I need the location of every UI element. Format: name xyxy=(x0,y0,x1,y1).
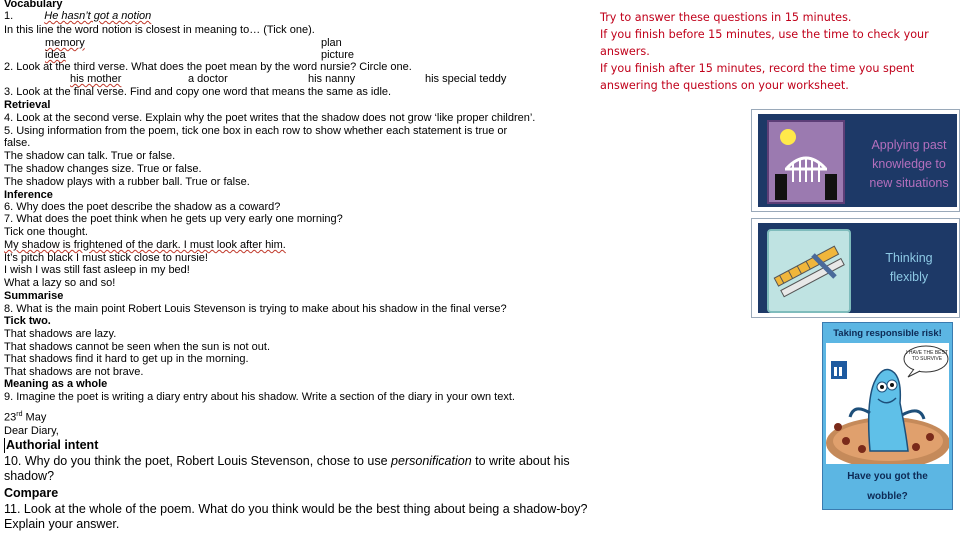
q7-prompt: 7. What does the poet think when he gets up very early one morning? xyxy=(4,213,343,225)
vocabulary-heading: Vocabulary xyxy=(4,0,63,10)
applying-line-3: new situations xyxy=(869,176,949,190)
instruction-line-2: If you finish before 15 minutes, use the time to check your xyxy=(600,28,929,41)
q1-number: 1. xyxy=(4,10,14,22)
q5-prompt: 5. Using information from the poem, tick one box in each row to show whether each statement is true or xyxy=(4,125,508,137)
risk-card-title: Taking responsible risk! xyxy=(833,328,942,339)
applying-knowledge-card xyxy=(751,109,960,212)
q2-prompt: 2. Look at the third verse. What does the poet mean by the word nursie? Circle one. xyxy=(4,61,412,73)
statement-1: The shadow can talk. True or false. xyxy=(4,150,176,162)
point-4[interactable]: That shadows are not brave. xyxy=(4,366,144,378)
applying-line-1: Applying past xyxy=(871,138,947,152)
responsible-risk-card xyxy=(822,322,953,510)
thinking-flexibly-card xyxy=(751,218,960,318)
q1-prompt: In this line the word notion is closest in meaning to… (Tick one). xyxy=(4,24,315,36)
flexible-bars-icon xyxy=(767,229,851,313)
diary-date-suffix: rd xyxy=(16,411,23,418)
diary-date-month: May xyxy=(25,411,47,424)
q2-option-teddy[interactable]: his special teddy xyxy=(425,73,507,85)
instruction-line-1: Try to answer these questions in 15 minutes. xyxy=(600,11,852,24)
q10-term: personification xyxy=(391,454,472,468)
q6-prompt: 6. Why does the poet describe the shadow as a coward? xyxy=(4,201,281,213)
thinking-line-2: flexibly xyxy=(889,270,929,284)
thinking-flexibly-label xyxy=(853,249,960,287)
option-picture[interactable]: picture xyxy=(321,49,355,61)
q2-option-mother[interactable]: his mother xyxy=(70,73,122,85)
risk-footer-line-2: wobble? xyxy=(867,491,908,502)
thought-2[interactable]: It’s pitch black I must stick close to nursie! xyxy=(4,252,208,264)
instruction-line-3: answers. xyxy=(600,45,650,58)
tick-two-label: Tick two. xyxy=(4,315,51,327)
thought-1[interactable]: My shadow is frightened of the dark. I must look after him. xyxy=(4,239,286,251)
q11-prompt-cont: Explain your answer. xyxy=(4,517,120,531)
q10-end: to write about his xyxy=(471,454,570,468)
thinking-flexibly-panel xyxy=(758,223,957,313)
applying-knowledge-label xyxy=(853,136,960,193)
applying-line-2: knowledge to xyxy=(872,157,946,171)
risk-footer-line-1: Have you got the xyxy=(847,471,928,482)
tick-one-label: Tick one thought. xyxy=(4,226,88,238)
diary-greeting: Dear Diary, xyxy=(4,425,59,437)
inference-heading: Inference xyxy=(4,189,53,201)
q3-prompt: 3. Look at the final verse. Find and copy one word that means the same as idle. xyxy=(4,86,392,98)
instructions xyxy=(600,9,950,94)
instruction-line-4: If you finish after 15 minutes, record the time you spent xyxy=(600,62,915,75)
thought-3[interactable]: I wish I was still fast asleep in my bed! xyxy=(4,264,190,276)
meaning-heading: Meaning as a whole xyxy=(4,378,108,390)
compare-heading: Compare xyxy=(4,486,59,500)
option-idea[interactable]: idea xyxy=(45,49,66,61)
q10-prompt-cont: shadow? xyxy=(4,469,55,483)
thought-4[interactable]: What a lazy so and so! xyxy=(4,277,116,289)
statement-3: The shadow plays with a rubber ball. True or false. xyxy=(4,176,250,188)
q1-line xyxy=(4,10,151,22)
option-plan[interactable]: plan xyxy=(321,37,342,49)
thinking-line-1: Thinking xyxy=(885,251,933,265)
q11-prompt: 11. Look at the whole of the poem. What do you think would be the best thing about being a shadow-boy? xyxy=(4,502,588,516)
authorial-heading: Authorial intent xyxy=(6,438,99,452)
bridge-icon xyxy=(767,120,845,204)
q5-prompt-cont: false. xyxy=(4,137,31,149)
risk-card-footer xyxy=(823,467,952,507)
q10-prompt xyxy=(4,454,570,469)
q8-prompt: 8. What is the main point Robert Louis Stevenson is trying to make about his shadow in the final verse? xyxy=(4,303,507,315)
q2-option-nanny[interactable]: his nanny xyxy=(308,73,356,85)
point-2[interactable]: That shadows cannot be seen when the sun is not out. xyxy=(4,341,271,353)
risk-speech-bubble: I HAVE THE BEST TO SURVIVE xyxy=(906,350,948,362)
q1-sentence: He hasn’t got a notion xyxy=(44,10,152,22)
option-memory[interactable]: memory xyxy=(45,37,85,49)
diary-date-day: 23 xyxy=(4,411,17,424)
retrieval-heading: Retrieval xyxy=(4,99,51,111)
diary-date xyxy=(4,409,46,424)
q9-prompt: 9. Imagine the poet is writing a diary entry about his shadow. Write a section of the diary in your own text. xyxy=(4,391,515,403)
q4-prompt: 4. Look at the second verse. Explain why the poet writes that the shadow does not grow ‘like proper children’. xyxy=(4,112,536,124)
summarise-heading: Summarise xyxy=(4,290,64,302)
q10-start: 10. Why do you think the poet, Robert Louis Stevenson, chose to use xyxy=(4,454,392,468)
point-3[interactable]: That shadows find it hard to get up in the morning. xyxy=(4,353,249,365)
applying-knowledge-panel xyxy=(758,114,957,207)
statement-2: The shadow changes size. True or false. xyxy=(4,163,202,175)
instruction-line-5: answering the questions on your worksheet. xyxy=(600,79,849,92)
wobble-monster-illustration xyxy=(826,343,949,464)
point-1[interactable]: That shadows are lazy. xyxy=(4,328,117,340)
q2-option-doctor[interactable]: a doctor xyxy=(188,73,228,85)
